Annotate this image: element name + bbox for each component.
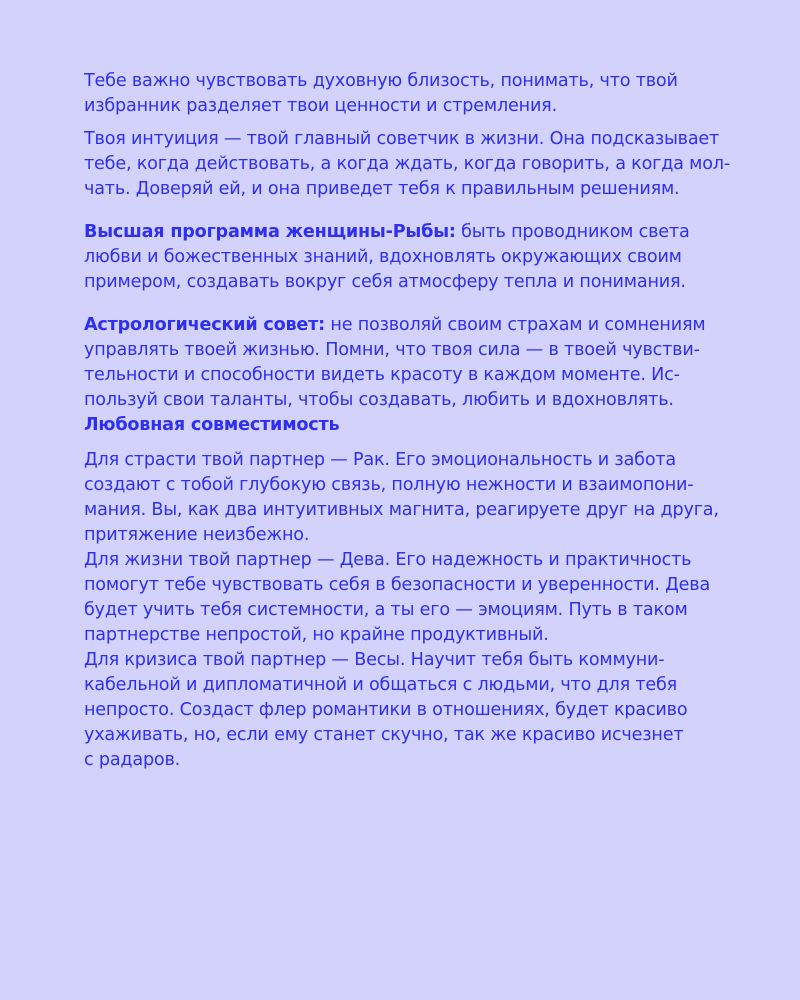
text-line: Для кризиса твой партнер — Весы. Научит тебя быть коммуни- (84, 650, 665, 670)
text-line: создают с тобой глубокую связь, полную нежности и взаимопони- (84, 475, 694, 495)
page-content (84, 69, 749, 773)
text-line: Тебе важно чувствовать духовную близость, понимать, что твой (84, 71, 678, 91)
text-line: чать. Доверяй ей, и она приведет тебя к правильным решениям. (84, 179, 680, 199)
text-line (84, 220, 749, 245)
text-line: тебе, когда действовать, а когда ждать, когда говорить, а когда мол- (84, 154, 730, 174)
text-fragment: быть проводником света (455, 222, 690, 242)
text-line: притяжение неизбежно. (84, 525, 310, 545)
text-line: Для страсти твой партнер — Рак. Его эмоциональность и забота (84, 450, 677, 470)
text-line: партнерстве непростой, но крайне продуктивный. (84, 625, 549, 645)
text-line: примером, создавать вокруг себя атмосферу тепла и понимания. (84, 272, 686, 292)
text-line: избранник разделяет твои ценности и стремления. (84, 96, 557, 116)
text-line: с радаров. (84, 750, 181, 770)
text-line: непросто. Создаст флер романтики в отношениях, будет красиво (84, 700, 688, 720)
text-line: мания. Вы, как два интуитивных магнита, реагируете друг на друга, (84, 500, 719, 520)
text-line: Твоя интуиция — твой главный советчик в жизни. Она подсказывает (84, 129, 720, 149)
higher-program-label: Высшая программа женщины-Рыбы: (84, 222, 456, 242)
paragraph-higher-program (84, 220, 749, 295)
paragraph-intuition (84, 127, 749, 202)
paragraph-astro-advice (84, 313, 749, 413)
text-line: тельности и способности видеть красоту в каждом моменте. Ис- (84, 365, 680, 385)
text-line: управлять твоей жизнью. Помни, что твоя сила — в твоей чувстви- (84, 340, 700, 360)
text-line: любви и божественных знаний, вдохновлять окружающих своим (84, 247, 682, 267)
section-heading-compatibility: Любовная совместимость (84, 415, 340, 435)
text-line: кабельной и дипломатичной и общаться с людьми, что для тебя (84, 675, 678, 695)
text-line: ухаживать, но, если ему станет скучно, так же красиво исчезнет (84, 725, 684, 745)
text-line: пользуй свои таланты, чтобы создавать, любить и вдохновлять. (84, 390, 674, 410)
text-line: будет учить тебя системности, а ты его — эмоциям. Путь в таком (84, 600, 688, 620)
paragraph-compatibility (84, 448, 749, 773)
astro-advice-label: Астрологический совет: (84, 315, 325, 335)
text-line: Для жизни твой партнер — Дева. Его надежность и практичность (84, 550, 692, 570)
text-fragment: не позволяй своим страхам и сомнениям (325, 315, 706, 335)
paragraph-spiritual-closeness (84, 69, 749, 119)
text-line: помогут тебе чувствовать себя в безопасности и уверенности. Дева (84, 575, 711, 595)
text-line (84, 313, 749, 338)
